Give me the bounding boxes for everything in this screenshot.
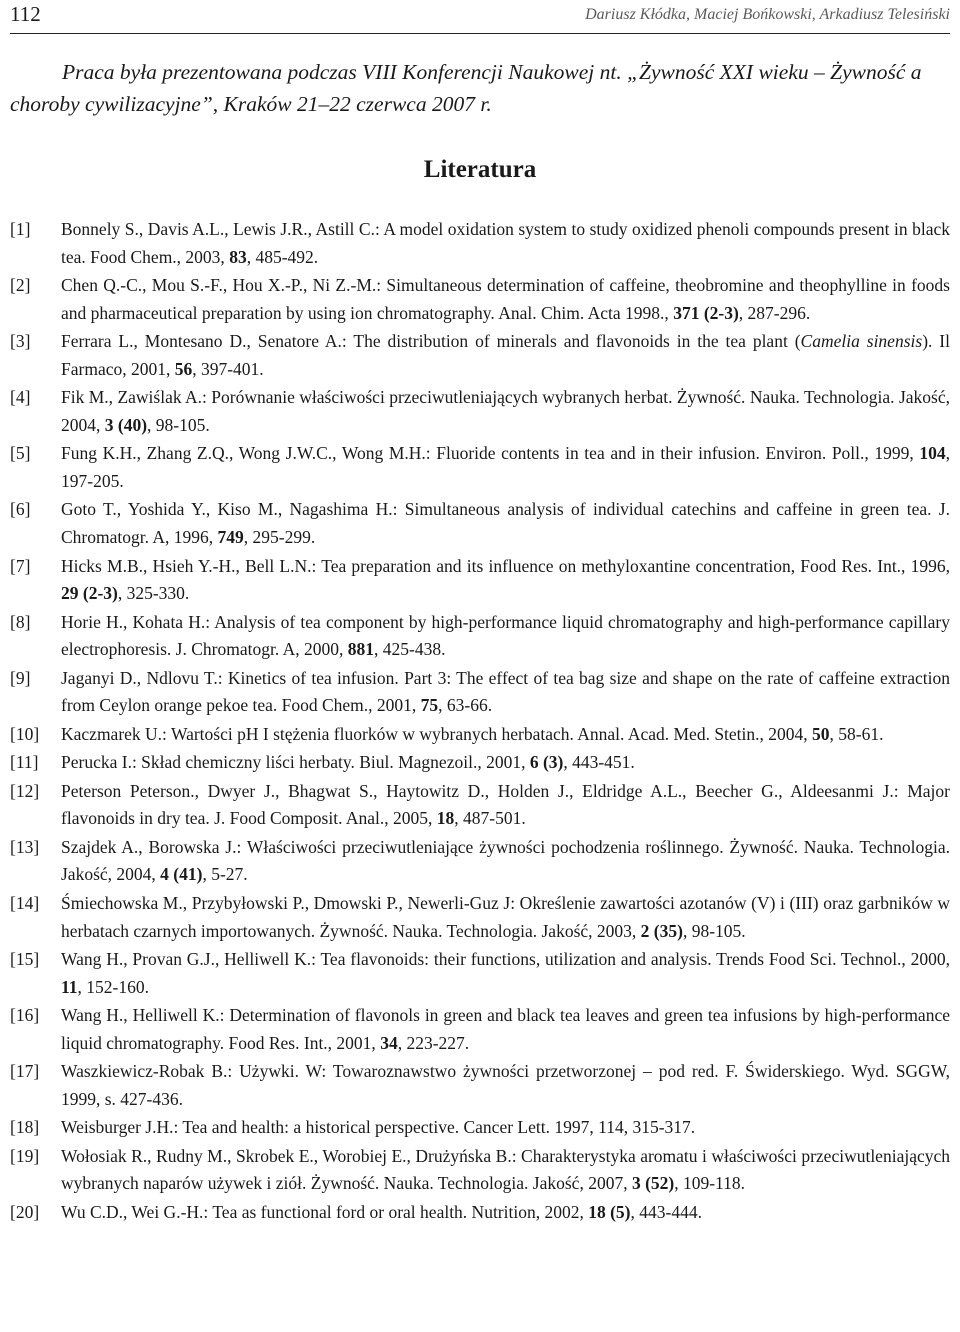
reference-number: [14] <box>10 892 40 913</box>
reference-pages: , 98-105. <box>682 920 746 941</box>
reference-volume: 18 (5) <box>588 1201 631 1222</box>
reference-pages: , 197-205. <box>61 443 950 492</box>
reference-text: Perucka I.: Skład chemiczny liści herbaty. Biul. Magnezoil., 2001, <box>61 752 530 773</box>
reference-volume: 3 (40) <box>104 414 148 435</box>
reference-volume: 371 (2-3) <box>673 302 739 323</box>
reference-item <box>10 665 950 720</box>
reference-text: Chen Q.-C., Mou S.-F., Hou X.-P., Ni Z.-M.: Simultaneous determination of caffeine, theobromine and theophylline in foods and pharmaceutical preparation by using ion chromatography. Anal. Chim. Acta 1998., <box>61 275 950 323</box>
reference-item <box>10 1002 950 1057</box>
reference-text: Peterson Peterson., Dwyer J., Bhagwat S., Haytowitz D., Holden J., Eldridge A.L., Beecher G., Aldeesanmi J.: Major flavonoids in dry tea. J. Food Composit. Anal., 2005, <box>61 780 950 829</box>
reference-text: Wołosiak R., Rudny M., Skrobek E., Worobiej E., Drużyńska B.: Charakterystyka aromatu i właściwości przeciwutleniających wybranych naparów używek i ziół. Żywność. Nauka. Technologia. Jakość, 2007, <box>61 1145 950 1194</box>
running-header <box>10 2 950 32</box>
reference-text: Goto T., Yoshida Y., Kiso M., Nagashima H.: Simultaneous analysis of individual catechins and caffeine in green tea. J. Chromatogr. A, 1996, <box>61 499 950 548</box>
reference-text: Jaganyi D., Ndlovu T.: Kinetics of tea infusion. Part 3: The effect of tea bag size and shape on the rate of caffeine extraction from Ceylon orange pekoe tea. Food Chem., 2001, <box>61 667 950 716</box>
reference-text: Szajdek A., Borowska J.: Właściwości przeciwutleniające żywności pochodzenia roślinnego. Żywność. Nauka. Technologia. Jakość, 2004, <box>61 836 950 885</box>
reference-pages: , 152-160. <box>77 976 149 997</box>
reference-volume: 881 <box>347 639 375 660</box>
literature-heading: Literatura <box>423 156 537 183</box>
reference-pages: , 58-61. <box>829 723 884 744</box>
reference-number: [4] <box>10 387 31 408</box>
reference-text: Wang H., Helliwell K.: Determination of flavonols in green and black tea leaves and green tea infusions by high-performance liquid chromatography. Food Res. Int., 2001, <box>61 1005 950 1053</box>
reference-text: Fung K.H., Zhang Z.Q., Wong J.W.C., Wong M.H.: Fluoride contents in tea and in their infusion. Environ. Poll., 1999, <box>61 443 920 464</box>
reference-text: Wang H., Provan G.J., Helliwell K.: Tea flavonoids: their functions, utilization and analysis. Trends Food Sci. Technol., 2000, <box>61 948 950 969</box>
reference-number: [16] <box>10 1005 40 1025</box>
page-number: 112 <box>10 2 41 26</box>
reference-pages: , 98-105. <box>147 414 210 435</box>
reference-volume: 83 <box>229 246 247 267</box>
reference-number: [15] <box>10 948 40 969</box>
reference-number: [1] <box>10 219 31 239</box>
reference-text: Bonnely S., Davis A.L., Lewis J.R., Astill C.: A model oxidation system to study oxidized phenoli compounds present in black tea. Food Chem., 2003, <box>61 219 950 267</box>
reference-item <box>10 496 950 551</box>
reference-number: [5] <box>10 443 31 464</box>
reference-item <box>10 1114 950 1142</box>
reference-item <box>10 216 950 271</box>
reference-number: [19] <box>10 1145 40 1166</box>
reference-pages: , 425-438. <box>374 639 446 660</box>
reference-item <box>10 890 950 945</box>
reference-number: [13] <box>10 836 40 857</box>
reference-pages: , 487-501. <box>454 808 526 829</box>
reference-text: Waszkiewicz-Robak B.: Używki. W: Towaroznawstwo żywności przetworzonej – pod red. F. Świderskiego. Wyd. SGGW, 1999, s. 427-436. <box>61 1061 950 1109</box>
reference-number: [3] <box>10 331 31 352</box>
reference-item <box>10 609 950 664</box>
reference-pages: , 443-444. <box>630 1201 702 1222</box>
reference-item <box>10 272 950 327</box>
reference-number: [8] <box>10 611 31 632</box>
reference-pages: , 443-451. <box>563 752 635 773</box>
reference-pages: , 325-330. <box>117 583 190 604</box>
reference-number: [11] <box>10 752 39 773</box>
reference-text: Wu C.D., Wei G.-H.: Tea as functional ford or oral health. Nutrition, 2002, <box>61 1201 589 1222</box>
reference-volume: 6 (3) <box>529 752 564 773</box>
reference-item <box>10 553 950 608</box>
reference-item <box>10 1199 950 1227</box>
reference-species-name: Camelia sinensis <box>800 331 923 352</box>
reference-text: Śmiechowska M., Przybyłowski P., Dmowski P., Newerli-Guz J: Określenie zawartości azotanów (V) i (III) oraz garbników w herbatach czarnych importowanych. Żywność. Nauka. Technologia. Jakość, 2003, <box>61 892 950 941</box>
reference-pages: , 5-27. <box>202 864 248 885</box>
reference-item <box>10 834 950 889</box>
reference-pages: , 485-492. <box>246 246 319 267</box>
header-divider <box>10 33 950 34</box>
reference-pages: , 63-66. <box>438 695 493 716</box>
reference-volume: 2 (35) <box>640 920 683 941</box>
reference-volume: 34 <box>380 1032 398 1053</box>
reference-item <box>10 440 950 495</box>
reference-number: [7] <box>10 555 31 576</box>
reference-number: [10] <box>10 723 40 744</box>
reference-text: Hicks M.B., Hsieh Y.-H., Bell L.N.: Tea preparation and its influence on methyloxantine concentration, Food Res. Int., 1996, <box>61 555 950 576</box>
reference-volume: 50 <box>812 723 830 744</box>
reference-pages: , 287-296. <box>738 302 811 323</box>
reference-volume: 11 <box>61 976 78 997</box>
header-authors: Dariusz Kłódka, Maciej Bońkowski, Arkadiusz Telesiński <box>585 6 950 23</box>
reference-number: [18] <box>10 1117 40 1138</box>
reference-number: [20] <box>10 1201 40 1222</box>
reference-number: [12] <box>10 780 40 801</box>
reference-volume: 56 <box>174 358 193 379</box>
reference-item <box>10 946 950 1001</box>
reference-volume: 749 <box>217 527 244 548</box>
reference-pages: , 295-299. <box>243 527 316 548</box>
reference-item <box>10 749 950 777</box>
reference-number: [6] <box>10 499 31 520</box>
reference-volume: 3 (52) <box>631 1173 675 1194</box>
reference-text-continued: ). Il Farmaco, 2001, <box>61 331 950 379</box>
conference-note: Praca była prezentowana podczas VIII Konferencji Naukowej nt. „Żywność XXI wieku – Żywność a choroby cywilizacyjne”, Kraków 21–22 czerwca 2007 r. <box>10 60 922 116</box>
reference-text: Fik M., Zawiślak A.: Porównanie właściwości przeciwutleniających wybranych herbat. Żywność. Nauka. Technologia. Jakość, 2004, <box>61 387 950 435</box>
reference-item <box>10 384 950 439</box>
reference-list <box>10 216 950 1227</box>
reference-item <box>10 721 950 749</box>
reference-number: [2] <box>10 275 31 296</box>
reference-item <box>10 778 950 833</box>
reference-pages: , 223-227. <box>397 1032 470 1053</box>
reference-item <box>10 328 950 383</box>
reference-item <box>10 1058 950 1113</box>
reference-pages: , 109-118. <box>674 1173 746 1194</box>
reference-text: Horie H., Kohata H.: Analysis of tea component by high-performance liquid chromatography and high-performance capillary electrophoresis. J. Chromatogr. A, 2000, <box>61 611 950 660</box>
reference-pages: , 397-401. <box>192 358 264 379</box>
reference-volume: 104 <box>919 443 946 464</box>
reference-volume: 29 (2-3) <box>61 583 118 604</box>
reference-volume: 4 (41) <box>160 864 203 885</box>
reference-number: [9] <box>10 667 31 688</box>
reference-item <box>10 1143 950 1198</box>
reference-text: Ferrara L., Montesano D., Senatore A.: The distribution of minerals and flavonoids in the tea plant ( <box>61 331 801 352</box>
reference-volume: 18 <box>436 808 455 829</box>
reference-text: Kaczmarek U.: Wartości pH I stężenia fluorków w wybranych herbatach. Annal. Acad. Med. Stetin., 2004, <box>61 723 813 744</box>
reference-number: [17] <box>10 1061 40 1082</box>
reference-volume: 75 <box>420 695 439 716</box>
reference-text: Weisburger J.H.: Tea and health: a historical perspective. Cancer Lett. 1997, 114, 315-317. <box>61 1117 696 1138</box>
